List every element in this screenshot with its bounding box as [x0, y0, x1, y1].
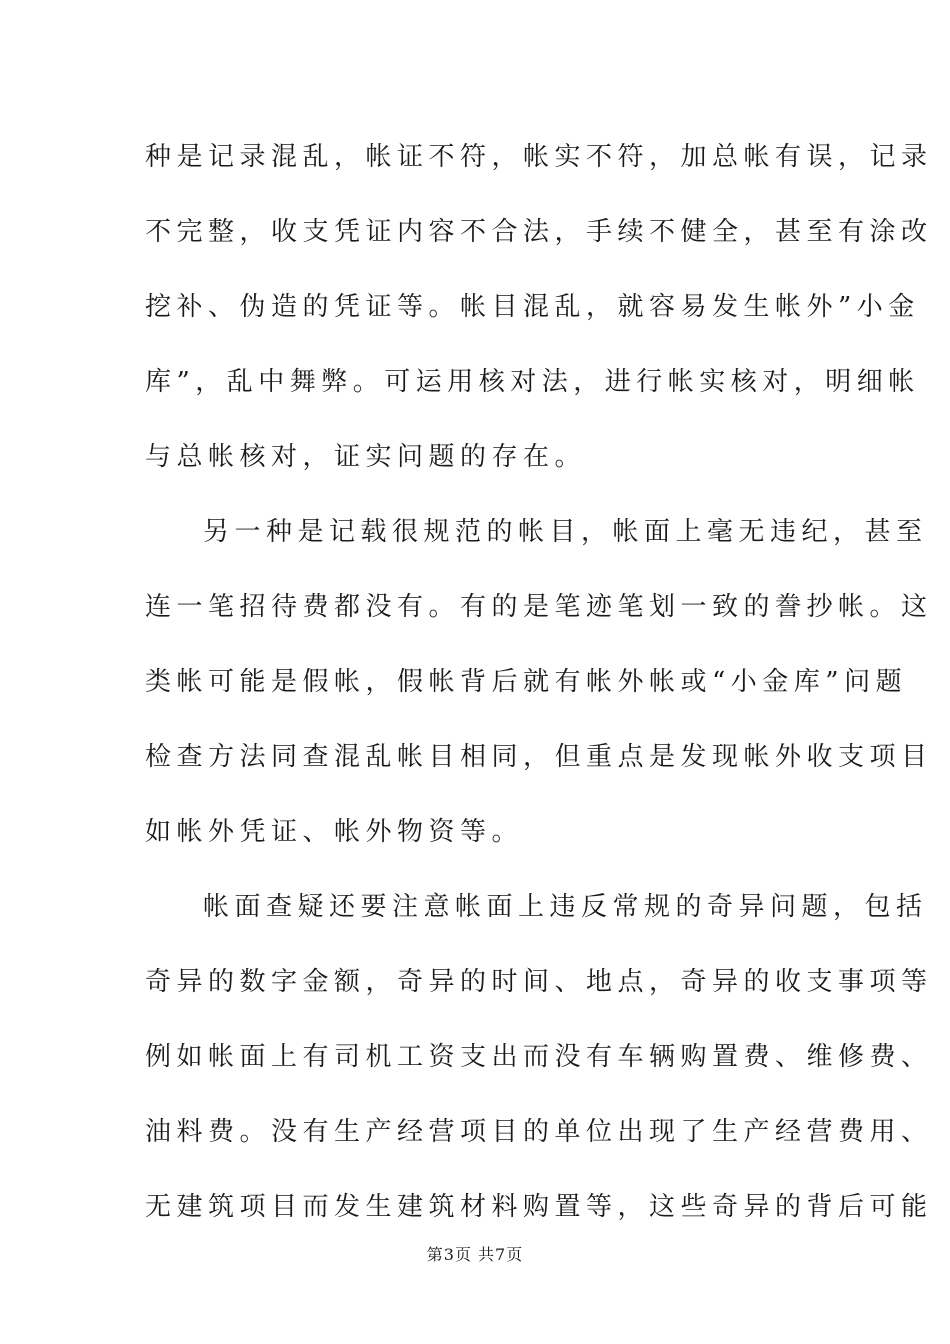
text-line: 库”，乱中舞弊。可运用核对法，进行帐实核对，明细帐 — [145, 367, 920, 397]
text-line: 例如帐面上有司机工资支出而没有车辆购置费、维修费、 — [145, 1042, 933, 1072]
text-line: 种是记录混乱，帐证不符，帐实不符，加总帐有误，记录 — [145, 142, 933, 172]
text-line: 无建筑项目而发生建筑材料购置等，这些奇异的背后可能 — [145, 1192, 933, 1222]
body-text — [145, 120, 933, 1245]
text-line: 挖补、伪造的凭证等。帐目混乱，就容易发生帐外”小金 — [145, 292, 920, 322]
text-line: 检查方法同查混乱帐目相同，但重点是发现帐外收支项目 — [145, 742, 933, 772]
text-line: 如帐外凭证、帐外物资等。 — [145, 817, 524, 847]
paragraph-first-line: 帐面查疑还要注意帐面上违反常规的奇异问题，包括 — [203, 892, 928, 922]
paragraph-first-line: 另一种是记载很规范的帐目，帐面上毫无违纪，甚至 — [203, 517, 928, 547]
text-line: 奇异的数字金额，奇异的时间、地点，奇异的收支事项等 — [145, 967, 933, 997]
text-line: 连一笔招待费都没有。有的是笔迹笔划一致的誊抄帐。这 — [145, 592, 933, 622]
page-number-footer: 第3页 共7页 — [426, 1245, 524, 1264]
text-line: 不完整，收支凭证内容不合法，手续不健全，甚至有涂改 — [145, 217, 933, 247]
text-line: 类帐可能是假帐，假帐背后就有帐外帐或“小金库”问题 — [145, 667, 908, 697]
text-line: 与总帐核对，证实问题的存在。 — [145, 442, 587, 472]
text-line: 油料费。没有生产经营项目的单位出现了生产经营费用、 — [145, 1117, 933, 1147]
